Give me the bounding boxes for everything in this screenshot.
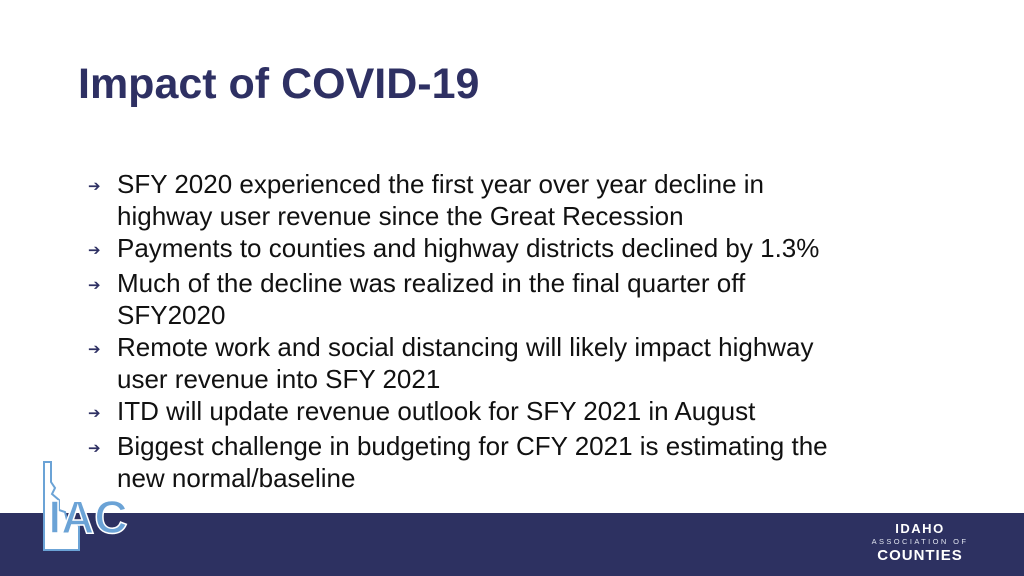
bullet-line: Payments to counties and highway districts declined by 1.3% [117, 233, 820, 263]
iac-logo [38, 460, 134, 552]
bullet-text [117, 331, 968, 395]
logo-line-association: ASSOCIATION OF [871, 537, 969, 546]
bullet-item [88, 430, 968, 494]
bullet-item [88, 395, 968, 430]
arrow-right-icon: ➔ [88, 277, 101, 294]
bullet-line: user revenue into SFY 2021 [117, 364, 441, 394]
bullet-list [88, 168, 968, 494]
bullet-text [117, 168, 968, 232]
association-logo [868, 522, 972, 564]
logo-line-counties: COUNTIES [877, 547, 963, 564]
bullet-item [88, 331, 968, 395]
bullet-text [117, 232, 968, 264]
bullet-line: Biggest challenge in budgeting for CFY 2021 is estimating the [117, 431, 828, 461]
bullet-text [117, 430, 968, 494]
bullet-item [88, 232, 968, 267]
bullet-line: SFY 2020 experienced the first year over year decline in [117, 169, 764, 199]
bullet-line: SFY2020 [117, 300, 226, 330]
bullet-item [88, 267, 968, 331]
bullet-text [117, 267, 968, 331]
bullet-line: Much of the decline was realized in the final quarter off [117, 268, 746, 298]
bullet-line: new normal/baseline [117, 463, 356, 493]
arrow-right-icon: ➔ [88, 341, 101, 358]
bullet-line: ITD will update revenue outlook for SFY 2021 in August [117, 396, 756, 426]
bullet-item [88, 168, 968, 232]
bullet-line: highway user revenue since the Great Recession [117, 201, 684, 231]
logo-line-idaho: IDAHO [895, 521, 945, 536]
arrow-right-icon: ➔ [88, 178, 101, 195]
bullet-text [117, 395, 968, 427]
arrow-right-icon: ➔ [88, 242, 101, 259]
arrow-right-icon: ➔ [88, 440, 101, 457]
slide-title: Impact of COVID-19 [78, 60, 480, 108]
bullet-line: Remote work and social distancing will likely impact highway [117, 332, 814, 362]
arrow-right-icon: ➔ [88, 405, 101, 422]
logo-text: IAC [48, 491, 128, 543]
